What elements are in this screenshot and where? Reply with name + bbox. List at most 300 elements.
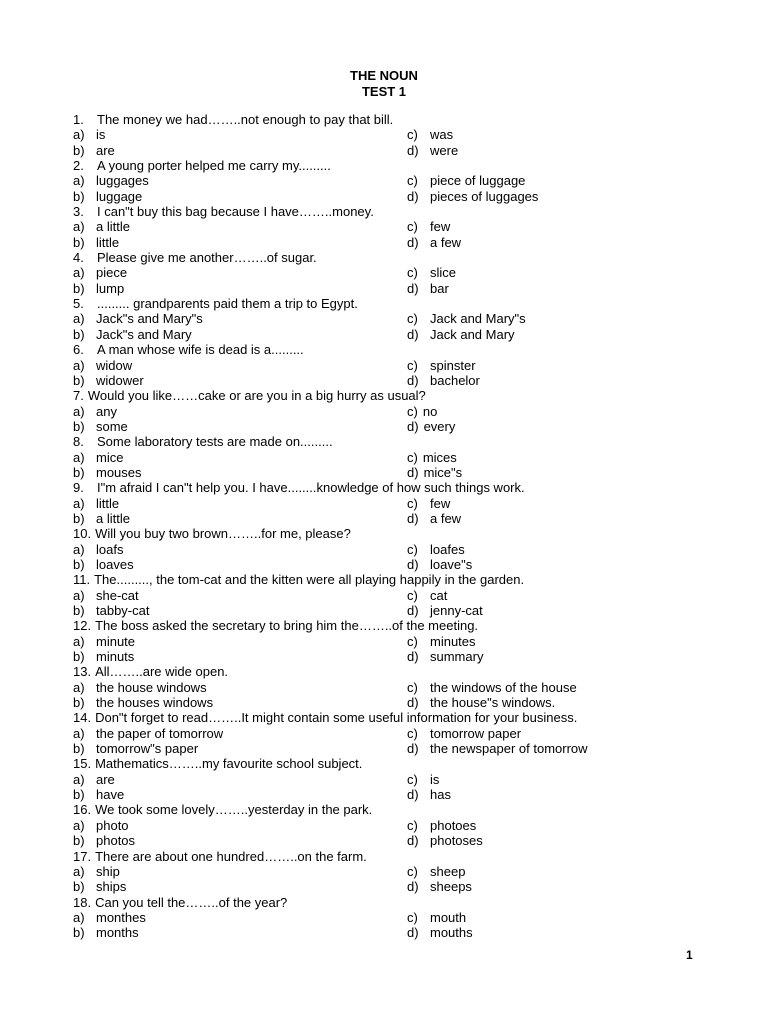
option-text: spinster bbox=[430, 357, 476, 373]
question-number: 3. bbox=[73, 204, 84, 220]
option-letter: b) bbox=[73, 510, 85, 526]
option-row bbox=[73, 127, 733, 142]
option-d[interactable] bbox=[407, 235, 461, 250]
option-letter: c) bbox=[407, 587, 418, 603]
option-text: photos bbox=[96, 833, 136, 849]
option-b[interactable] bbox=[73, 603, 149, 618]
option-row bbox=[73, 741, 733, 756]
option-letter: c) bbox=[407, 357, 418, 373]
option-text: luggage bbox=[96, 188, 143, 204]
option-text: tomorrow"s paper bbox=[96, 741, 199, 757]
option-letter: a) bbox=[73, 909, 85, 925]
question-6 bbox=[73, 342, 733, 357]
option-b[interactable] bbox=[73, 557, 134, 572]
option-b[interactable] bbox=[73, 879, 126, 894]
option-text: slice bbox=[430, 265, 457, 281]
option-a[interactable] bbox=[73, 634, 135, 649]
question-number: 2. bbox=[73, 158, 84, 174]
question-number: 11. bbox=[73, 572, 91, 588]
option-letter: b) bbox=[73, 879, 85, 895]
option-letter: b) bbox=[73, 188, 85, 204]
option-a[interactable] bbox=[73, 818, 129, 833]
option-b[interactable] bbox=[73, 373, 144, 388]
question-7 bbox=[73, 388, 733, 403]
question-text: Would you like……cake or are you in a big hurry as usual? bbox=[87, 388, 426, 404]
question-3 bbox=[73, 204, 733, 219]
option-letter: c) bbox=[407, 311, 418, 327]
option-text: little bbox=[96, 495, 120, 511]
option-row bbox=[73, 879, 733, 894]
question-number: 16. bbox=[73, 802, 92, 818]
option-text: ship bbox=[96, 863, 120, 879]
option-d[interactable] bbox=[407, 281, 449, 296]
option-a[interactable] bbox=[73, 358, 132, 373]
option-a[interactable] bbox=[73, 680, 207, 695]
question-text: A young porter helped me carry my......... bbox=[97, 158, 331, 174]
option-row bbox=[73, 189, 733, 204]
option-text: the houses windows bbox=[96, 695, 214, 711]
question-13 bbox=[73, 664, 733, 679]
option-letter: c) bbox=[407, 127, 418, 143]
option-text: the paper of tomorrow bbox=[96, 725, 224, 741]
option-letter: a) bbox=[73, 219, 85, 235]
option-d[interactable] bbox=[407, 557, 472, 572]
option-d[interactable] bbox=[407, 649, 483, 664]
option-text: are bbox=[96, 771, 115, 787]
option-letter: c) bbox=[407, 863, 418, 879]
document-title: THE NOUN bbox=[350, 68, 418, 83]
option-c[interactable] bbox=[407, 588, 447, 603]
option-text: has bbox=[430, 787, 451, 803]
option-a[interactable] bbox=[73, 726, 223, 741]
option-text: every bbox=[423, 418, 456, 434]
option-letter: b) bbox=[73, 418, 85, 434]
option-text: mices bbox=[422, 449, 457, 465]
question-number: 7. bbox=[73, 388, 84, 404]
option-row bbox=[73, 588, 733, 603]
option-letter: c) bbox=[407, 633, 418, 649]
option-text: ships bbox=[96, 879, 127, 895]
option-d[interactable] bbox=[407, 741, 588, 756]
option-b[interactable] bbox=[73, 833, 135, 848]
option-row bbox=[73, 772, 733, 787]
option-c[interactable] bbox=[407, 173, 525, 188]
option-text: a little bbox=[96, 219, 130, 235]
question-text: I can"t buy this bag because I have……..money. bbox=[97, 204, 374, 220]
option-text: tomorrow paper bbox=[430, 725, 522, 741]
option-letter: a) bbox=[73, 403, 85, 419]
option-row bbox=[73, 925, 733, 940]
question-15 bbox=[73, 756, 733, 771]
option-b[interactable] bbox=[73, 787, 124, 802]
option-letter: d) bbox=[407, 741, 419, 757]
option-d[interactable] bbox=[407, 511, 461, 526]
option-c[interactable] bbox=[407, 219, 450, 234]
option-letter: d) bbox=[407, 787, 419, 803]
question-text: A man whose wife is dead is a......... bbox=[97, 342, 304, 358]
question-text: ......... grandparents paid them a trip to Egypt. bbox=[97, 296, 358, 312]
option-row bbox=[73, 634, 733, 649]
option-b[interactable] bbox=[73, 741, 198, 756]
option-text: Jack"s and Mary"s bbox=[96, 311, 203, 327]
option-letter: d) bbox=[407, 556, 419, 572]
question-text: All……..are wide open. bbox=[95, 664, 229, 680]
option-text: mice"s bbox=[423, 464, 463, 480]
option-d[interactable] bbox=[407, 419, 455, 434]
option-text: widow bbox=[96, 357, 133, 373]
option-text: loaves bbox=[96, 556, 134, 572]
option-text: cat bbox=[430, 587, 448, 603]
option-text: the windows of the house bbox=[430, 679, 577, 695]
option-letter: d) bbox=[407, 188, 419, 204]
option-text: photoses bbox=[430, 833, 483, 849]
question-12 bbox=[73, 618, 733, 633]
option-letter: c) bbox=[407, 679, 418, 695]
option-row bbox=[73, 726, 733, 741]
option-letter: b) bbox=[73, 649, 85, 665]
option-c[interactable] bbox=[407, 910, 466, 925]
option-text: summary bbox=[430, 649, 484, 665]
question-text: Don"t forget to read……..It might contain some useful information for your business. bbox=[95, 710, 578, 726]
option-c[interactable] bbox=[407, 818, 476, 833]
question-number: 4. bbox=[73, 250, 84, 266]
option-c[interactable] bbox=[407, 311, 526, 326]
question-list bbox=[73, 112, 733, 941]
option-letter: a) bbox=[73, 633, 85, 649]
option-row bbox=[73, 603, 733, 618]
option-a[interactable] bbox=[73, 450, 123, 465]
question-number: 5. bbox=[73, 296, 84, 312]
option-text: minuts bbox=[96, 649, 135, 665]
option-c[interactable] bbox=[407, 265, 456, 280]
option-d[interactable] bbox=[407, 373, 480, 388]
option-letter: d) bbox=[407, 603, 419, 618]
question-text: Mathematics……..my favourite school subject. bbox=[95, 756, 363, 772]
option-b[interactable] bbox=[73, 695, 213, 710]
option-row bbox=[73, 910, 733, 925]
option-a[interactable] bbox=[73, 542, 123, 557]
option-text: lump bbox=[96, 280, 125, 296]
option-row bbox=[73, 465, 733, 480]
option-row bbox=[73, 833, 733, 848]
option-text: little bbox=[96, 234, 120, 250]
option-letter: d) bbox=[407, 234, 419, 250]
option-row bbox=[73, 265, 733, 280]
option-letter: c) bbox=[407, 771, 418, 787]
option-letter: b) bbox=[73, 280, 85, 296]
question-number: 14. bbox=[73, 710, 92, 726]
option-letter: c) bbox=[407, 817, 418, 833]
option-text: Jack and Mary bbox=[430, 326, 515, 342]
option-letter: b) bbox=[73, 464, 85, 480]
option-text: some bbox=[96, 418, 128, 434]
option-text: piece of luggage bbox=[430, 173, 526, 189]
question-text: Please give me another……..of sugar. bbox=[97, 250, 317, 266]
option-d[interactable] bbox=[407, 879, 472, 894]
question-text: Some laboratory tests are made on......... bbox=[97, 434, 333, 450]
option-text: minutes bbox=[430, 633, 476, 649]
question-text: The boss asked the secretary to bring him the……..of the meeting. bbox=[95, 618, 479, 634]
option-c[interactable] bbox=[407, 680, 577, 695]
option-letter: b) bbox=[73, 695, 85, 711]
question-1 bbox=[73, 112, 733, 127]
option-text: a little bbox=[96, 510, 130, 526]
option-row bbox=[73, 496, 733, 511]
option-a[interactable] bbox=[73, 219, 130, 234]
option-text: tabby-cat bbox=[96, 603, 150, 618]
option-letter: d) bbox=[407, 142, 419, 158]
option-a[interactable] bbox=[73, 910, 146, 925]
option-a[interactable] bbox=[73, 864, 120, 879]
option-text: photoes bbox=[430, 817, 477, 833]
option-text: sheeps bbox=[430, 879, 472, 895]
option-a[interactable] bbox=[73, 173, 149, 188]
option-b[interactable] bbox=[73, 925, 139, 940]
option-b[interactable] bbox=[73, 465, 142, 480]
option-letter: d) bbox=[407, 510, 419, 526]
question-number: 6. bbox=[73, 342, 84, 358]
option-letter: c) bbox=[407, 909, 418, 925]
option-d[interactable] bbox=[407, 603, 483, 618]
option-d[interactable] bbox=[407, 465, 462, 480]
option-text: the house"s windows. bbox=[430, 695, 556, 711]
option-text: mouses bbox=[96, 464, 142, 480]
page-number: 1 bbox=[686, 948, 693, 962]
option-text: few bbox=[430, 219, 451, 235]
option-letter: d) bbox=[407, 418, 419, 434]
question-5 bbox=[73, 296, 733, 311]
question-number: 12. bbox=[73, 618, 92, 634]
option-d[interactable] bbox=[407, 327, 515, 342]
option-letter: d) bbox=[407, 695, 419, 711]
option-letter: b) bbox=[73, 556, 85, 572]
option-letter: c) bbox=[407, 725, 418, 741]
question-18 bbox=[73, 895, 733, 910]
question-text: I"m afraid I can"t help you. I have........knowledge of how such things work. bbox=[97, 480, 525, 496]
option-letter: c) bbox=[407, 219, 418, 235]
option-letter: d) bbox=[407, 879, 419, 895]
option-a[interactable] bbox=[73, 496, 119, 511]
option-text: minute bbox=[96, 633, 136, 649]
question-number: 10. bbox=[73, 526, 92, 542]
option-text: months bbox=[96, 925, 139, 941]
option-text: piece bbox=[96, 265, 128, 281]
option-c[interactable] bbox=[407, 450, 457, 465]
option-row bbox=[73, 143, 733, 158]
question-number: 13. bbox=[73, 664, 92, 680]
option-d[interactable] bbox=[407, 787, 451, 802]
option-letter: b) bbox=[73, 603, 85, 618]
option-text: widower bbox=[96, 372, 144, 388]
option-row bbox=[73, 219, 733, 234]
option-letter: c) bbox=[407, 265, 418, 281]
option-letter: a) bbox=[73, 127, 85, 143]
option-text: bar bbox=[430, 280, 449, 296]
option-b[interactable] bbox=[73, 189, 142, 204]
option-text: the newspaper of tomorrow bbox=[430, 741, 588, 757]
option-letter: a) bbox=[73, 725, 85, 741]
question-16 bbox=[73, 802, 733, 817]
option-b[interactable] bbox=[73, 327, 192, 342]
option-text: she-cat bbox=[96, 587, 139, 603]
option-letter: a) bbox=[73, 771, 85, 787]
option-row bbox=[73, 419, 733, 434]
option-row bbox=[73, 235, 733, 250]
question-11 bbox=[73, 572, 733, 587]
option-letter: d) bbox=[407, 326, 419, 342]
option-row bbox=[73, 787, 733, 802]
option-row bbox=[73, 450, 733, 465]
option-d[interactable] bbox=[407, 695, 555, 710]
option-c[interactable] bbox=[407, 772, 439, 787]
option-letter: b) bbox=[73, 787, 85, 803]
option-text: few bbox=[430, 495, 451, 511]
option-letter: a) bbox=[73, 587, 85, 603]
option-text: were bbox=[430, 142, 459, 158]
option-text: mouths bbox=[430, 925, 473, 941]
option-d[interactable] bbox=[407, 925, 473, 940]
option-text: mice bbox=[96, 449, 124, 465]
question-2 bbox=[73, 158, 733, 173]
document-subtitle: TEST 1 bbox=[361, 84, 407, 99]
option-row bbox=[73, 557, 733, 572]
option-a[interactable] bbox=[73, 311, 203, 326]
option-letter: a) bbox=[73, 449, 85, 465]
option-text: is bbox=[430, 771, 440, 787]
option-row bbox=[73, 649, 733, 664]
option-text: the house windows bbox=[96, 679, 207, 695]
option-c[interactable] bbox=[407, 726, 521, 741]
question-text: Can you tell the……..of the year? bbox=[95, 894, 288, 910]
option-b[interactable] bbox=[73, 281, 124, 296]
option-text: Jack"s and Mary bbox=[96, 326, 192, 342]
option-letter: c) bbox=[407, 495, 418, 511]
option-row bbox=[73, 542, 733, 557]
option-row bbox=[73, 173, 733, 188]
option-a[interactable] bbox=[73, 404, 117, 419]
option-text: Jack and Mary"s bbox=[430, 311, 526, 327]
option-c[interactable] bbox=[407, 127, 453, 142]
option-c[interactable] bbox=[407, 542, 465, 557]
question-text: Will you buy two brown……..for me, please? bbox=[95, 526, 351, 542]
option-c[interactable] bbox=[407, 864, 465, 879]
option-row bbox=[73, 864, 733, 879]
option-letter: c) bbox=[407, 403, 418, 419]
option-letter: c) bbox=[407, 541, 418, 557]
option-letter: d) bbox=[407, 464, 419, 480]
option-row bbox=[73, 680, 733, 695]
option-row bbox=[73, 327, 733, 342]
question-text: The money we had……..not enough to pay that bill. bbox=[97, 112, 394, 127]
option-letter: c) bbox=[407, 173, 418, 189]
question-text: There are about one hundred……..on the farm. bbox=[95, 848, 367, 864]
option-letter: a) bbox=[73, 311, 85, 327]
option-text: loafes bbox=[430, 541, 465, 557]
option-c[interactable] bbox=[407, 404, 437, 419]
option-letter: a) bbox=[73, 495, 85, 511]
option-text: monthes bbox=[96, 909, 146, 925]
option-row bbox=[73, 404, 733, 419]
option-letter: d) bbox=[407, 649, 419, 665]
question-10 bbox=[73, 526, 733, 541]
option-d[interactable] bbox=[407, 189, 538, 204]
option-text: loave"s bbox=[430, 556, 473, 572]
option-a[interactable] bbox=[73, 265, 127, 280]
question-number: 17. bbox=[73, 848, 92, 864]
option-letter: a) bbox=[73, 265, 85, 281]
option-letter: d) bbox=[407, 280, 419, 296]
option-text: photo bbox=[96, 817, 129, 833]
option-letter: d) bbox=[407, 925, 419, 941]
option-text: mouth bbox=[430, 909, 467, 925]
option-text: sheep bbox=[430, 863, 466, 879]
option-row bbox=[73, 358, 733, 373]
question-9 bbox=[73, 480, 733, 495]
option-row bbox=[73, 818, 733, 833]
option-text: was bbox=[430, 127, 454, 143]
option-letter: b) bbox=[73, 326, 85, 342]
question-number: 9. bbox=[73, 480, 84, 496]
option-letter: b) bbox=[73, 925, 85, 941]
option-letter: b) bbox=[73, 833, 85, 849]
option-letter: a) bbox=[73, 679, 85, 695]
option-b[interactable] bbox=[73, 235, 119, 250]
option-letter: c) bbox=[407, 449, 418, 465]
option-row bbox=[73, 695, 733, 710]
option-c[interactable] bbox=[407, 358, 476, 373]
option-text: jenny-cat bbox=[430, 603, 483, 618]
option-letter: b) bbox=[73, 142, 85, 158]
question-text: We took some lovely……..yesterday in the park. bbox=[95, 802, 373, 818]
option-text: loafs bbox=[96, 541, 124, 557]
option-b[interactable] bbox=[73, 511, 130, 526]
option-b[interactable] bbox=[73, 649, 134, 664]
option-a[interactable] bbox=[73, 772, 115, 787]
question-number: 1. bbox=[73, 112, 84, 127]
question-17 bbox=[73, 849, 733, 864]
option-text: luggages bbox=[96, 173, 149, 189]
option-text: a few bbox=[430, 510, 462, 526]
option-row bbox=[73, 311, 733, 326]
question-number: 8. bbox=[73, 434, 84, 450]
option-text: is bbox=[96, 127, 106, 143]
option-letter: b) bbox=[73, 234, 85, 250]
option-b[interactable] bbox=[73, 419, 128, 434]
option-text: are bbox=[96, 142, 115, 158]
option-text: a few bbox=[430, 234, 462, 250]
option-letter: a) bbox=[73, 863, 85, 879]
option-letter: b) bbox=[73, 741, 85, 757]
option-a[interactable] bbox=[73, 127, 105, 142]
option-letter: a) bbox=[73, 357, 85, 373]
option-letter: a) bbox=[73, 173, 85, 189]
question-number: 15. bbox=[73, 756, 92, 772]
option-a[interactable] bbox=[73, 588, 139, 603]
option-d[interactable] bbox=[407, 833, 483, 848]
option-c[interactable] bbox=[407, 496, 450, 511]
option-text: no bbox=[422, 403, 438, 419]
option-letter: b) bbox=[73, 372, 85, 388]
option-b[interactable] bbox=[73, 143, 115, 158]
option-letter: a) bbox=[73, 817, 85, 833]
option-d[interactable] bbox=[407, 143, 458, 158]
question-8 bbox=[73, 434, 733, 449]
option-c[interactable] bbox=[407, 634, 476, 649]
question-number: 18. bbox=[73, 894, 92, 910]
question-text: The........., the tom-cat and the kitten were all playing happily in the garden. bbox=[94, 572, 525, 588]
option-text: pieces of luggages bbox=[430, 188, 539, 204]
option-text: have bbox=[96, 787, 125, 803]
